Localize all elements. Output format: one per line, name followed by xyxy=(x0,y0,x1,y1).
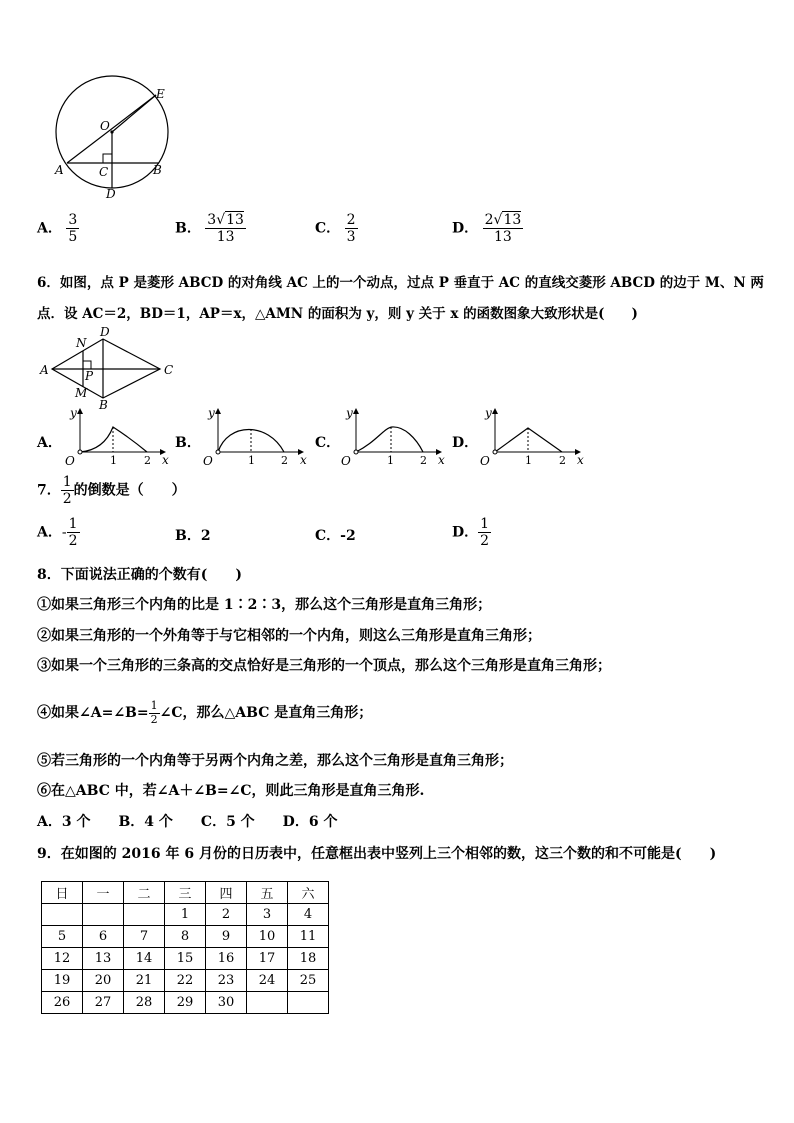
svg-text:1: 1 xyxy=(387,454,394,467)
q7-option-c[interactable]: C．-2 xyxy=(315,528,356,544)
calendar-row: 12 13 14 15 16 17 18 xyxy=(42,948,329,970)
q6-option-d[interactable]: D． xyxy=(452,435,479,451)
svg-text:O: O xyxy=(203,454,213,468)
label-c: C xyxy=(164,363,174,377)
calendar-row: 5 6 7 8 9 10 11 xyxy=(42,926,329,948)
svg-text:O: O xyxy=(341,454,351,468)
q6-option-a[interactable]: A． xyxy=(37,435,62,451)
q6-stem-line2: 点．设 AC＝2，BD＝1，AP＝x，△AMN 的面积为 y，则 y 关于 x 的函数图象大致形状是( ) xyxy=(37,306,638,322)
q6-graph-a xyxy=(60,406,170,468)
label-b: B xyxy=(153,163,162,177)
q8-options[interactable]: A．3 个 B．4 个 C．5 个 D．6 个 xyxy=(37,814,338,830)
calendar-table xyxy=(41,881,329,1014)
label-o: O xyxy=(100,119,110,133)
label-m: M xyxy=(75,386,88,400)
q5-option-c[interactable]: C． $\frac{2}{3}$ xyxy=(315,212,356,246)
q6-graph-c xyxy=(336,406,446,468)
svg-text:y: y xyxy=(346,406,353,420)
calendar-header-row: 日 一 二 三 四 五 六 xyxy=(42,882,329,904)
label-c: C xyxy=(99,165,109,179)
q8-statement-4: ④如果∠A=∠B= $\frac{1}{2}$ ∠C，那么△ABC 是直角三角形； xyxy=(37,699,373,726)
q6-graph-b xyxy=(198,406,308,468)
label-e: E xyxy=(156,87,165,101)
label-b: B xyxy=(99,398,108,410)
svg-text:O: O xyxy=(480,454,490,468)
q7-option-b[interactable]: B．2 xyxy=(175,528,211,544)
q8-stem: 8．下面说法正确的个数有( ) xyxy=(37,567,242,583)
svg-text:x: x xyxy=(577,453,584,467)
svg-text:2: 2 xyxy=(420,454,427,467)
q8-statement-5: ⑤若三角形的一个内角等于另两个内角之差，那么这个三角形是直角三角形； xyxy=(37,753,513,769)
svg-text:y: y xyxy=(208,406,215,420)
label-p: P xyxy=(85,369,94,383)
svg-text:2: 2 xyxy=(559,454,566,467)
q6-option-b[interactable]: B． xyxy=(175,435,201,451)
svg-text:1: 1 xyxy=(248,454,255,467)
svg-text:2: 2 xyxy=(144,454,151,467)
svg-text:x: x xyxy=(300,453,307,467)
svg-text:x: x xyxy=(162,453,169,467)
svg-text:2: 2 xyxy=(281,454,288,467)
label-n: N xyxy=(76,336,87,350)
label-a: A xyxy=(55,163,64,177)
q6-option-c[interactable]: C． xyxy=(315,435,341,451)
calendar-row: 26 27 28 29 30 xyxy=(42,992,329,1014)
label-a: A xyxy=(40,363,49,377)
q5-option-a[interactable]: A． $\frac{3}{5}$ xyxy=(37,212,78,246)
q8-statement-1: ①如果三角形三个内角的比是 1∶2∶3，那么这个三角形是直角三角形； xyxy=(37,597,492,613)
q7-stem: 7． $\frac{1}{2}$ 的倒数是（ ） xyxy=(37,474,186,508)
q5-circle-figure xyxy=(40,70,180,205)
q8-statement-3: ③如果一个三角形的三条高的交点恰好是三角形的一个顶点，那么这个三角形是直角三角形； xyxy=(37,658,611,674)
svg-text:x: x xyxy=(438,453,445,467)
svg-text:y: y xyxy=(485,406,492,420)
q6-rhombus-figure xyxy=(37,325,187,410)
svg-text:1: 1 xyxy=(525,454,532,467)
svg-text:y: y xyxy=(70,406,77,420)
svg-text:O: O xyxy=(65,454,75,468)
q9-stem: 9．在如图的 2016 年 6 月份的日历表中，任意框出表中竖列上三个相邻的数，这三个数的和不可能是( ) xyxy=(37,846,717,862)
label-d: D xyxy=(106,187,116,201)
q7-option-d[interactable]: D． $\frac{1}{2}$ xyxy=(452,516,490,550)
q8-statement-2: ②如果三角形的一个外角等于与它相邻的一个内角，则这么三角形是直角三角形； xyxy=(37,628,541,644)
label-d: D xyxy=(100,325,110,339)
q5-option-b[interactable]: B． $\frac{3√13}{13}$ xyxy=(175,212,244,246)
calendar-row: 19 20 21 22 23 24 25 xyxy=(42,970,329,992)
q8-statement-6: ⑥在△ABC 中，若∠A＋∠B=∠C，则此三角形是直角三角形. xyxy=(37,783,425,799)
q6-stem-line1: 6．如图，点 P 是菱形 ABCD 的对角线 AC 上的一个动点，过点 P 垂直于 AC 的直线交菱形 ABCD 的边于 M、N 两 xyxy=(37,275,764,291)
q5-option-d[interactable]: D． $\frac{2√13}{13}$ xyxy=(452,212,522,246)
q6-graph-d xyxy=(475,406,585,468)
svg-text:1: 1 xyxy=(110,454,117,467)
calendar-row: 1 2 3 4 xyxy=(42,904,329,926)
q7-option-a[interactable]: A．- $\frac{1}{2}$ xyxy=(37,516,78,550)
